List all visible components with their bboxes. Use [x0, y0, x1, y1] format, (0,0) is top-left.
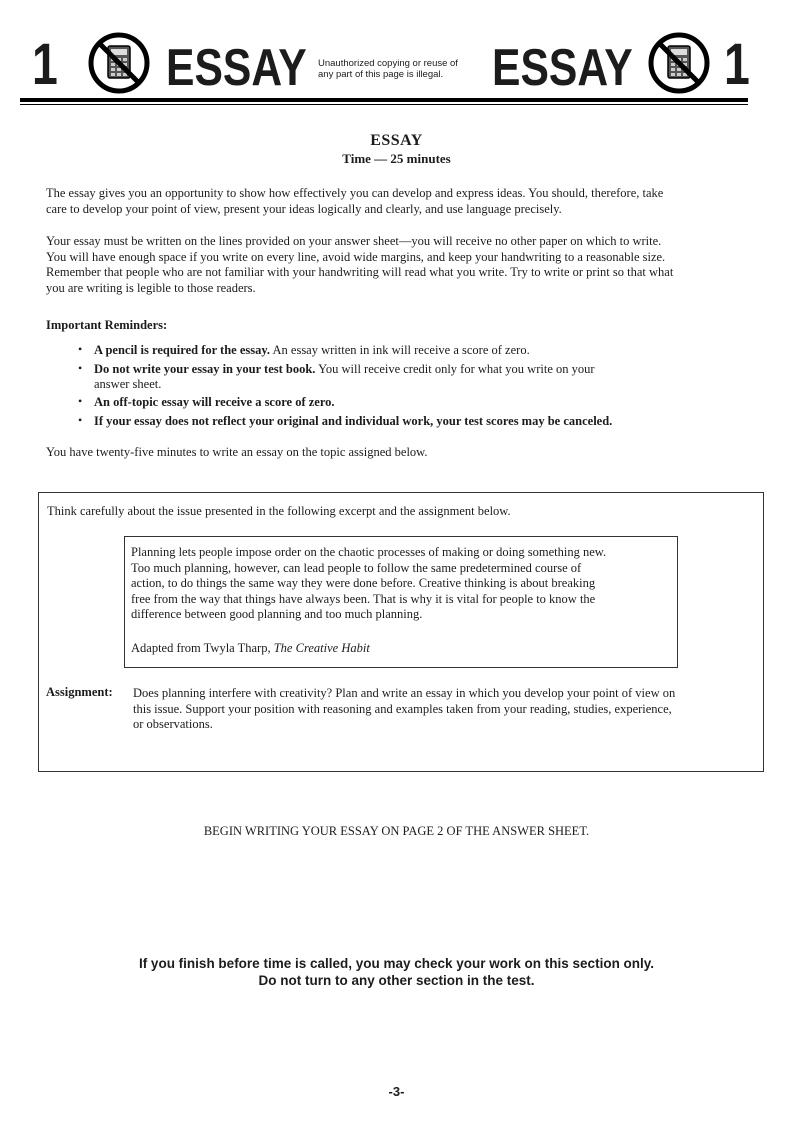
text-line: You will have enough space if you write on every line, avoid wide margins, and keep your handwriting to a reasonable size.	[46, 249, 666, 264]
bullet-icon: •	[78, 394, 83, 408]
begin-instruction: BEGIN WRITING YOUR ESSAY ON PAGE 2 OF THE ANSWER SHEET.	[203, 824, 590, 838]
text-line: you are writing is legible to those readers.	[46, 280, 256, 295]
reminder-bold: Do not write your essay in your test book.	[94, 362, 316, 376]
excerpt-source	[131, 641, 370, 656]
instructions-paragraph	[46, 234, 746, 296]
copyright-notice	[318, 58, 478, 80]
text-line: difference between good planning and too much planning.	[131, 607, 423, 622]
reminder-bold: An off-topic essay will receive a score of zero.	[94, 395, 335, 409]
text-line: Does planning interfere with creativity? Plan and write an essay in which you develop your point of view on	[133, 686, 676, 700]
excerpt-text	[131, 545, 671, 623]
reminder-text: answer sheet.	[94, 377, 162, 391]
page-title: ESSAY	[370, 132, 423, 149]
reminder-item	[78, 343, 698, 358]
reminder-text: An essay written in ink will receive a score of zero.	[270, 343, 530, 357]
bullet-icon: •	[78, 413, 83, 427]
reminder-bold: If your essay does not reflect your original and individual work, your test scores may be canceled.	[94, 414, 613, 428]
assignment-text	[133, 686, 743, 733]
text-line: action, to do things the same way they were done before. Creative thinking is about breaking	[131, 576, 596, 591]
section-title-left: ESSAY	[166, 39, 307, 97]
reminder-bold: A pencil is required for the essay.	[94, 343, 271, 357]
time-note: You have twenty-five minutes to write an essay on the topic assigned below.	[46, 445, 428, 459]
source-prefix: Adapted from Twyla Tharp,	[131, 641, 274, 655]
text-line: free from the way that things have always been. That is why it is vital for people to know the	[131, 591, 596, 606]
text-line: Your essay must be written on the lines provided on your answer sheet—you will receive no other paper on which to write.	[46, 234, 662, 248]
no-calculator-icon	[648, 32, 710, 94]
bullet-icon: •	[78, 342, 83, 356]
assignment-label: Assignment:	[46, 685, 113, 699]
time-limit: Time — 25 minutes	[342, 151, 451, 166]
page-number: -3-	[388, 1084, 405, 1099]
text-line: or observations.	[133, 717, 213, 732]
bullet-icon: •	[78, 361, 83, 375]
reminder-item	[78, 395, 698, 410]
intro-paragraph	[46, 186, 746, 217]
section-title-right: ESSAY	[492, 39, 633, 97]
section-number-right: 1	[724, 32, 749, 97]
text-line: The essay gives you an opportunity to show how effectively you can develop and express ideas. You should, therefore, take	[46, 186, 664, 200]
header-rule-thin	[20, 104, 748, 105]
section-number-left: 1	[32, 32, 57, 97]
notice-line: any part of this page is illegal.	[318, 69, 444, 80]
no-calculator-icon	[88, 32, 150, 94]
notice-line: Unauthorized copying or reuse of	[318, 58, 458, 69]
text-line: this issue. Support your position with reasoning and examples taken from your reading, studies, experience,	[133, 701, 672, 716]
reminder-text: You will receive credit only for what you write on your	[315, 362, 595, 376]
reminders-heading: Important Reminders:	[46, 318, 168, 332]
text-line: Too much planning, however, can lead people to follow the same predetermined course of	[131, 560, 582, 575]
header-rule	[20, 98, 748, 102]
text-line: care to develop your point of view, present your ideas logically and clearly, and use language precisely.	[46, 201, 562, 216]
prompt-instruction: Think carefully about the issue presented in the following excerpt and the assignment below.	[47, 504, 511, 518]
reminder-item	[78, 414, 718, 429]
source-title: The Creative Habit	[273, 641, 370, 655]
text-line: Planning lets people impose order on the chaotic processes of making or doing something new.	[131, 545, 607, 559]
reminder-item	[78, 362, 698, 392]
no-other-section-instruction: Do not turn to any other section in the test.	[258, 973, 535, 988]
text-line: Remember that people who are not familiar with your handwriting will read what you write. Try to write or print so that what	[46, 265, 674, 280]
finish-instruction: If you finish before time is called, you may check your work on this section only.	[138, 956, 655, 971]
